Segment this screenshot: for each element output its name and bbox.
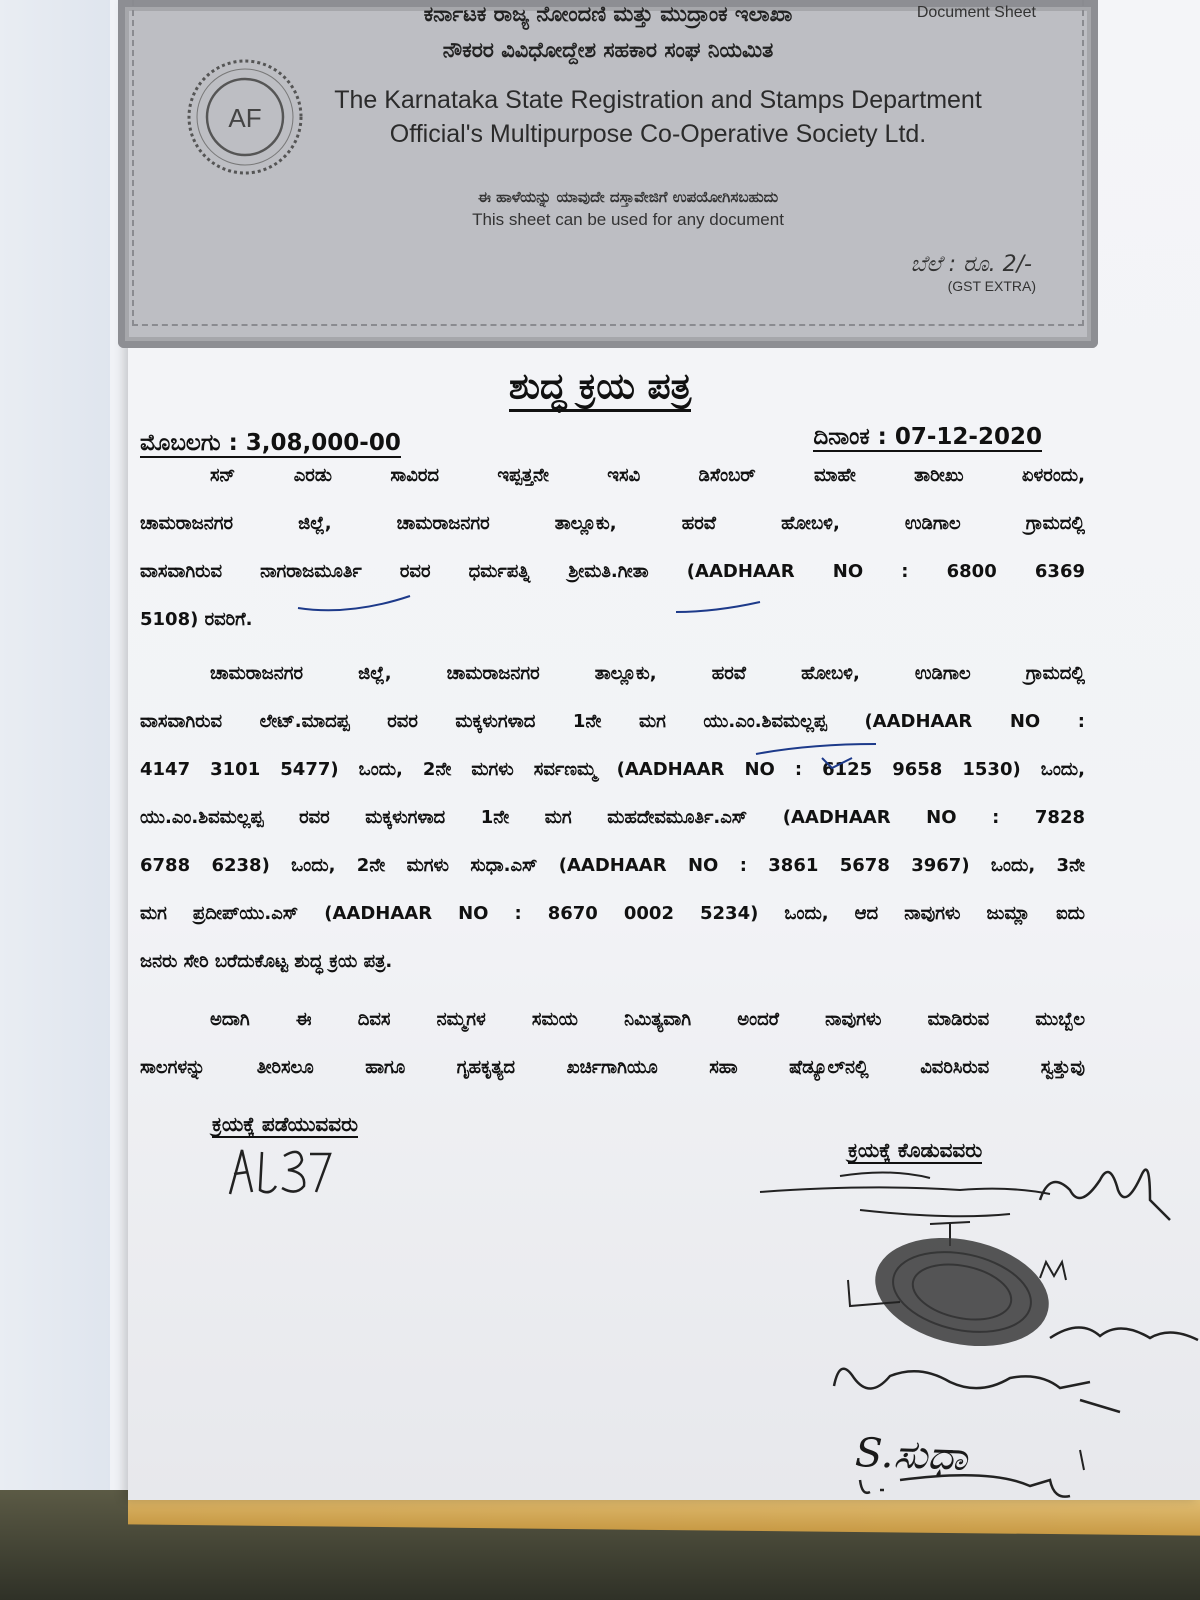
header-english-line1: The Karnataka State Registration and Stamps Department [334,86,982,114]
stamp-price: ಬೆಲೆ : ರೂ. 2/- [910,252,1032,277]
document-sheet-label: Document Sheet [916,4,1036,21]
text-line: 6788 6238) ಒಂದು, 2ನೇ ಮಗಳು ಸುಧಾ.ಎಸ್ (AADHAAR NO : 3861 5678 3967) ಒಂದು, 3ನೇ [140,855,1085,876]
date-field: ದಿನಾಂಕ : 07-12-2020 [813,424,1042,450]
text-line: ವಾಸವಾಗಿರುವ ಲೇಟ್.ಮಾದಪ್ಪ ರವರ ಮಕ್ಕಳುಗಳಾದ 1ನೇ ಮಗ ಯು.ಎಂ.ಶಿವಮಲ್ಲಪ್ಪ (AADHAAR NO : [140,711,1085,732]
seller-signatures [750,1150,1200,1530]
gst-note: (GST EXTRA) [947,278,1036,294]
header-kannada-line1: ಕರ್ನಾಟಕ ರಾಜ್ಯ ನೋಂದಣಿ ಮತ್ತು ಮುದ್ರಾಂಕ ಇಲಾಖಾ [423,2,793,26]
pen-tick [822,758,852,768]
text-line: ಸಾಲಗಳನ್ನು ತೀರಿಸಲೂ ಹಾಗೂ ಗೃಹಕೃತ್ಯದ ಖರ್ಚಿಗಾಗಿಯೂ ಸಹಾ ಷೆಡ್ಯೂಲ್‌ನಲ್ಲಿ ವಿವರಿಸಿರುವ ಸ್ವತ್ತುವು [140,1057,1085,1078]
header-kannada-line2: ನೌಕರರ ವಿವಿಧೋದ್ದೇಶ ಸಹಕಾರ ಸಂಘ ನಿಯಮಿತ [442,38,774,62]
text-line: 5108) ರವರಿಗೆ. [140,609,253,630]
document-title-text: ಶುದ್ಧ ಕ್ರಯ ಪತ್ರ [509,366,691,412]
header-english-line2: Official's Multipurpose Co-Operative Society Ltd. [389,120,927,148]
amount-field: ಮೊಬಲಗು : 3,08,000-00 [140,430,401,456]
pen-underline [756,744,876,754]
seal-initials: AF [228,103,262,133]
usage-note-kannada: ಈ ಹಾಳೆಯನ್ನು ಯಾವುದೇ ದಸ್ತಾವೇಜಿಗೆ ಉಪಯೋಗಿಸಬಹುದು [477,188,779,206]
text-line: ಮಗ ಪ್ರದೀಪ್‌ಯು.ಎಸ್ (AADHAAR NO : 8670 0002 5234) ಒಂದು, ಆದ ನಾವುಗಳು ಜುಮ್ಲಾ ಐದು [140,903,1085,924]
text-line: ಯು.ಎಂ.ಶಿವಮಲ್ಲಪ್ಪ ರವರ ಮಕ್ಕಳುಗಳಾದ 1ನೇ ಮಗ ಮಹದೇವಮೂರ್ತಿ.ಎಸ್ (AADHAAR NO : 7828 [140,807,1085,828]
seller-signature-text: S.ಸುಧಾ [854,1430,969,1480]
pen-underline [676,602,760,612]
seller-label: ಕ್ರಯಕ್ಕೆ ಕೊಡುವವರು [848,1138,983,1162]
buyer-signature [226,1142,336,1202]
text-line: ಅದಾಗಿ ಈ ದಿವಸ ನಮ್ಮಗಳ ಸಮಯ ನಿಮಿತ್ಯವಾಗಿ ಅಂದರೆ ನಾವುಗಳು ಮಾಡಿರುವ ಮುಬ್ಬೆಲ [210,1009,1085,1030]
pen-underline [298,596,410,610]
text-line: ಚಾಮರಾಜನಗರ ಜಿಲ್ಲೆ, ಚಾಮರಾಜನಗರ ತಾಲ್ಲೂಕು, ಹರವೆ ಹೋಬಳಿ, ಉಡಿಗಾಲ ಗ್ರಾಮದಲ್ಲಿ [140,513,1085,534]
text-line: ಜನರು ಸೇರಿ ಬರೆದುಕೊಟ್ಟ ಶುದ್ಧ ಕ್ರಯ ಪತ್ರ. [140,951,393,972]
buyer-label: ಕ್ರಯಕ್ಕೆ ಪಡೆಯುವವರು [212,1112,359,1136]
text-line: ವಾಸವಾಗಿರುವ ನಾಗರಾಜಮೂರ್ತಿ ರವರ ಧರ್ಮಪತ್ನಿ ಶ್ರೀಮತಿ.ಗೀತಾ (AADHAAR NO : 6800 6369 [140,561,1085,582]
text-line: ಸನ್ ಎರಡು ಸಾವಿರದ ಇಪ್ಪತ್ತನೇ ಇಸವಿ ಡಿಸೆಂಬರ್ ಮಾಹೇ ತಾರೀಖು ಏಳರಂದು, [210,465,1085,486]
usage-note-english: This sheet can be used for any document [472,210,784,229]
text-line: ಚಾಮರಾಜನಗರ ಜಿಲ್ಲೆ, ಚಾಮರಾಜನಗರ ತಾಲ್ಲೂಕು, ಹರವೆ ಹೋಬಳಿ, ಉಡಿಗಾಲ ಗ್ರಾಮದಲ್ಲಿ [210,663,1085,684]
text-line: 4147 3101 5477) ಒಂದು, 2ನೇ ಮಗಳು ಸರ್ವಣಮ್ಮ (AADHAAR NO : 6125 9658 1530) ಒಂದು, [140,759,1085,780]
